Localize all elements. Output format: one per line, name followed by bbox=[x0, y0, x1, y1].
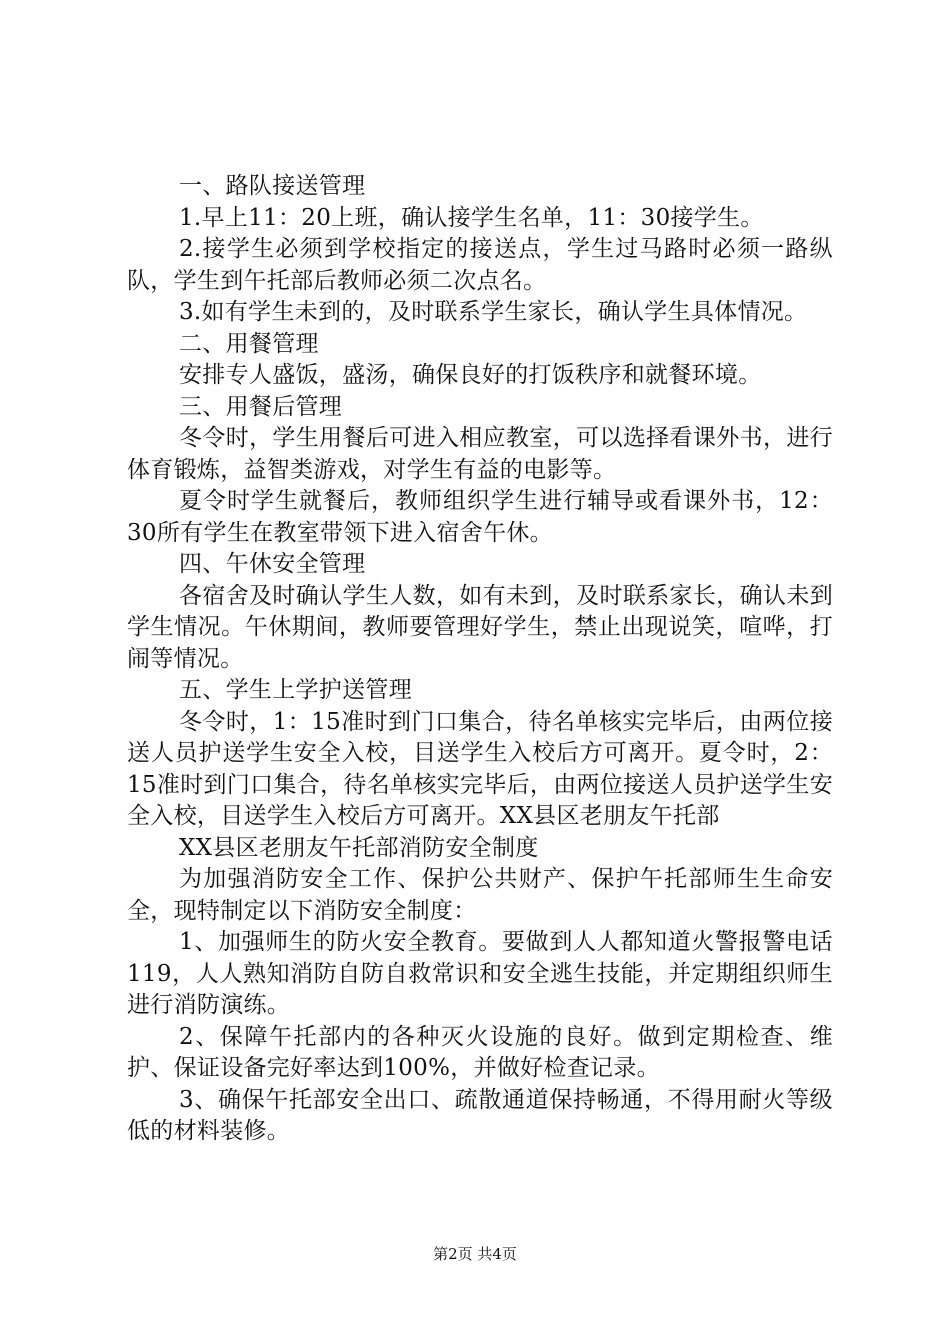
paragraph: 为加强消防安全工作、保护公共财产、保护午托部师生生命安全，现特制定以下消防安全制度： bbox=[127, 866, 833, 924]
paragraph: 1.早上11：20上班，确认接学生名单，11：30接学生。 bbox=[179, 204, 764, 231]
document-body bbox=[127, 171, 833, 1148]
paragraph: 冬令时，1：15准时到门口集合，待名单核实完毕后，由两位接送人员护送学生安全入校，目送学生入校后方可离开。夏令时，2：15准时到门口集合，待名单核实完毕后，由两位接送人员护送学生安全入校，目送学生入校后方可离开。XX县区老朋友午托部 bbox=[127, 708, 833, 829]
paragraph: 夏令时学生就餐后，教师组织学生进行辅导或看课外书，12：30所有学生在教室带领下进入宿舍午休。 bbox=[127, 488, 833, 546]
section-heading-meal: 二、用餐管理 bbox=[179, 330, 319, 357]
page-number-footer: 第2页 共4页 bbox=[433, 1245, 517, 1263]
paragraph: 2、保障午托部内的各种灭火设施的良好。做到定期检查、维护、保证设备完好率达到100%，并做好检查记录。 bbox=[127, 1023, 833, 1081]
paragraph: 3、确保午托部安全出口、疏散通道保持畅通，不得用耐火等级低的材料装修。 bbox=[127, 1086, 833, 1144]
section-heading-after-meal: 三、用餐后管理 bbox=[179, 393, 343, 420]
section-heading-road-team: 一、路队接送管理 bbox=[179, 173, 366, 199]
paragraph: 冬令时，学生用餐后可进入相应教室，可以选择看课外书，进行体育锻炼，益智类游戏，对学生有益的电影等。 bbox=[127, 425, 833, 483]
paragraph: 2.接学生必须到学校指定的接送点，学生过马路时必须一路纵队，学生到午托部后教师必须二次点名。 bbox=[127, 236, 833, 294]
paragraph: 安排专人盛饭，盛汤，确保良好的打饭秩序和就餐环境。 bbox=[179, 362, 762, 388]
paragraph: 3.如有学生未到的，及时联系学生家长，确认学生具体情况。 bbox=[179, 299, 808, 325]
paragraph: 各宿舍及时确认学生人数，如有未到，及时联系家长，确认未到学生情况。午休期间，教师要管理好学生，禁止出现说笑，喧哗，打闹等情况。 bbox=[127, 582, 833, 672]
section-heading-nap-safety: 四、午休安全管理 bbox=[179, 551, 366, 577]
fire-safety-title: XX县区老朋友午托部消防安全制度 bbox=[179, 834, 539, 861]
section-heading-escort: 五、学生上学护送管理 bbox=[179, 677, 412, 703]
paragraph: 1、加强师生的防火安全教育。要做到人人都知道火警报警电话119，人人熟知消防自防自救常识和安全逃生技能，并定期组织师生进行消防演练。 bbox=[127, 929, 833, 1018]
